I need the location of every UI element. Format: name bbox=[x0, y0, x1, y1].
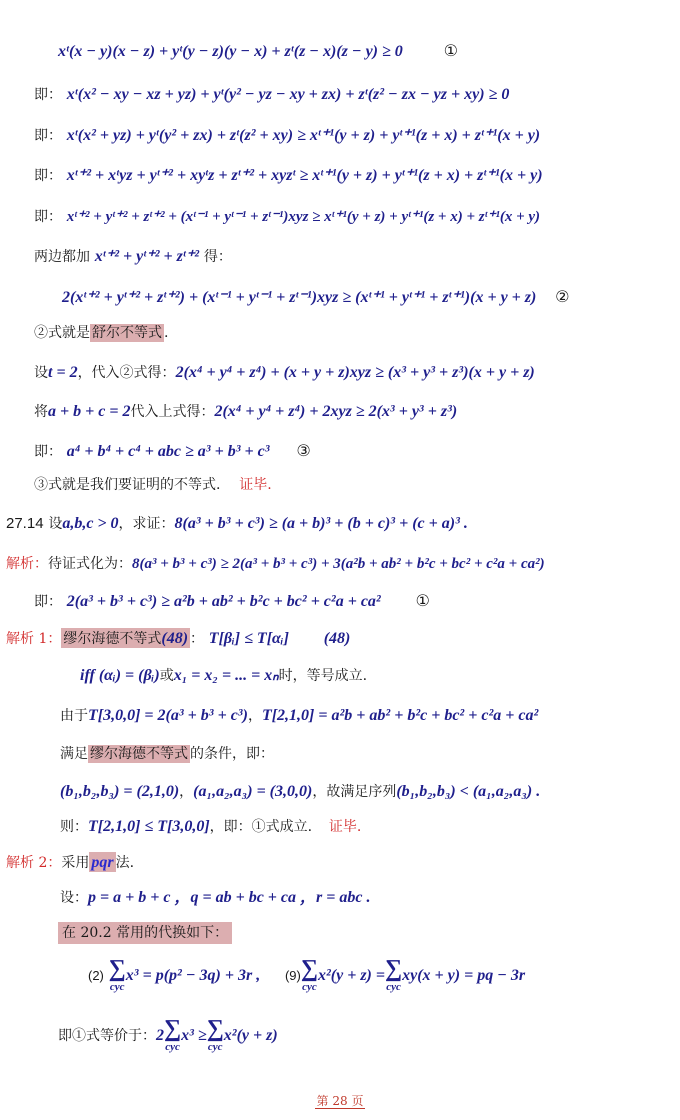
problem-number: 27.14 bbox=[6, 515, 44, 532]
math-expression: 2 bbox=[156, 1027, 164, 1044]
math-expression: xᵗ⁺² + yᵗ⁺² + zᵗ⁺² bbox=[94, 248, 200, 265]
math-expression: (a₁,a₂,a₃) = (3,0,0) bbox=[193, 783, 313, 800]
math-expression: xᵗ⁺² + xᵗyz + yᵗ⁺² + xyᵗz + zᵗ⁺² + xyzᵗ ≥ xᵗ⁺¹(y + z) + yᵗ⁺¹(z + x) + zᵗ⁺¹(x + y) bbox=[66, 167, 543, 184]
colon: ： bbox=[190, 631, 205, 647]
reference-number: (48) bbox=[161, 630, 189, 647]
prefix-label: 即①式等价于： bbox=[58, 1028, 156, 1044]
substitute-t-line bbox=[34, 361, 535, 384]
math-expression: xᵗ(x² + yz) + yᵗ(y² + zx) + zᵗ(z² + xy) ≥ xᵗ⁺¹(y + z) + yᵗ⁺¹(z + x) + zᵗ⁺¹(x + y) bbox=[66, 127, 541, 144]
math-expression: t = 2 bbox=[48, 364, 78, 381]
mid-label: ，故满足序列 bbox=[312, 784, 397, 800]
highlighted-term: pqr bbox=[91, 854, 114, 871]
highlighted-term: 缪尔海德不等式 bbox=[90, 746, 188, 762]
prefix-label: 即： bbox=[34, 594, 62, 610]
or-label: 或 bbox=[159, 668, 174, 684]
inequality-line-4 bbox=[34, 164, 543, 187]
analysis1-header bbox=[6, 627, 350, 650]
math-expression: T[βᵢ] ≤ T[αᵢ] bbox=[208, 630, 289, 647]
formula-label: (2) bbox=[88, 968, 104, 983]
math-expression: p = a + b + c ，q = ab + bc + ca ，r = abc . bbox=[88, 889, 371, 906]
math-expression: x₁ = x₂ = ... = xₙ bbox=[173, 667, 279, 684]
equivalence-line bbox=[58, 1018, 278, 1054]
iff-line bbox=[80, 664, 367, 687]
prefix-label: 即： bbox=[34, 168, 62, 184]
sum-subscript: cyc bbox=[386, 981, 401, 993]
prefix-label: 则： bbox=[60, 819, 88, 835]
conclusion-line bbox=[34, 473, 272, 496]
math-expression: iff (αᵢ) = (βᵢ) bbox=[80, 667, 160, 684]
math-expression: x²(y + z) bbox=[223, 1027, 278, 1044]
sum-icon: ∑ bbox=[300, 956, 318, 982]
analysis2-header bbox=[6, 851, 134, 874]
inequality-line-5 bbox=[34, 205, 540, 228]
suffix-label: 法. bbox=[115, 855, 135, 871]
result-line bbox=[34, 440, 311, 463]
schur-inequality-line bbox=[62, 286, 569, 309]
highlighted-term: 缪尔海德不等式 bbox=[63, 631, 162, 647]
prefix-label: 设 bbox=[48, 516, 63, 532]
math-expression: 2(a³ + b³ + c³) ≥ a²b + ab² + b²c + bc² + c²a + ca² bbox=[66, 593, 381, 610]
page-footer bbox=[0, 1092, 680, 1109]
math-expression: (b₁,b₂,b₃) < (a₁,a₂,a₃) . bbox=[396, 783, 541, 800]
highlighted-term: 在 20.2 常用的代换如下： bbox=[58, 922, 232, 944]
reference-number: (48) bbox=[323, 630, 351, 647]
math-expression: x³ = p(p² − 3q) + 3r , bbox=[125, 967, 261, 984]
math-expression: 2(xᵗ⁺² + yᵗ⁺² + zᵗ⁺²) + (xᵗ⁻¹ + yᵗ⁻¹ + zᵗ⁻¹)xyz ≥ (xᵗ⁺¹ + yᵗ⁺¹ + zᵗ⁺¹)(x + y + z) bbox=[62, 289, 537, 306]
suffix-label: 时，等号成立. bbox=[278, 668, 368, 684]
sum-subscript: cyc bbox=[109, 981, 125, 993]
analysis-label: 解析 1： bbox=[6, 631, 62, 647]
prefix-label: 将 bbox=[34, 404, 48, 420]
math-expression: xy(x + y) = pq − 3r bbox=[402, 967, 526, 984]
math-expression: 8(a³ + b³ + c³) ≥ 2(a³ + b³ + c³) + 3(a²b + ab² + b²c + bc² + c²a + ca²) bbox=[132, 556, 545, 572]
prefix-label: 满足 bbox=[60, 746, 88, 762]
analysis-reduced-line bbox=[34, 590, 430, 613]
math-expression: T[2,1,0] = a²b + ab² + b²c + bc² + c²a + ca² bbox=[261, 707, 539, 724]
problem-statement bbox=[6, 512, 468, 535]
equation-marker: ② bbox=[555, 287, 570, 306]
sum-subscript: cyc bbox=[165, 1041, 180, 1053]
math-expression: xᵗ(x − y)(x − z) + yᵗ(y − z)(y − x) + zᵗ(z − x)(z − y) ≥ 0 bbox=[58, 43, 403, 60]
since-line bbox=[60, 704, 538, 727]
prefix-label: 即： bbox=[34, 128, 62, 144]
prefix-label: 待证式化为： bbox=[48, 556, 132, 572]
sum-icon: ∑ bbox=[108, 956, 126, 982]
math-expression: xᵗ(x² − xy − xz + yz) + yᵗ(y² − yz − xy + zx) + zᵗ(z² − zx − yz + xy) ≥ 0 bbox=[66, 86, 510, 103]
inequality-line-1 bbox=[58, 40, 458, 63]
inequality-line-2 bbox=[34, 83, 509, 106]
prefix-label: ②式就是 bbox=[34, 325, 90, 341]
condition-line bbox=[60, 742, 274, 765]
suffix-label: 的条件，即： bbox=[190, 746, 274, 762]
prefix-label: 采用 bbox=[61, 855, 90, 871]
math-expression: x³ ≥ bbox=[181, 1027, 207, 1044]
sum-icon: ∑ bbox=[164, 1016, 182, 1042]
sum-icon: ∑ bbox=[384, 956, 403, 982]
prefix-label: 即： bbox=[34, 444, 62, 460]
prefix-label: 即： bbox=[34, 87, 62, 103]
analysis-line bbox=[6, 552, 545, 575]
schur-note-line bbox=[34, 321, 168, 344]
inequality-line-3 bbox=[34, 124, 540, 147]
math-expression: a + b + c = 2 bbox=[48, 403, 131, 420]
prefix-label: ③式就是我们要证明的不等式. bbox=[34, 477, 221, 493]
math-expression: (b₁,b₂,b₃) = (2,1,0) bbox=[60, 783, 180, 800]
equation-marker: ① bbox=[415, 591, 430, 610]
equation-marker: ③ bbox=[296, 441, 311, 460]
qed-label: 证毕. bbox=[239, 477, 272, 493]
prefix-label: 设： bbox=[60, 890, 88, 906]
substitute-abc-line bbox=[34, 400, 457, 423]
math-expression: T[3,0,0] = 2(a³ + b³ + c³) bbox=[88, 707, 248, 724]
math-expression: xᵗ⁺² + yᵗ⁺² + zᵗ⁺² + (xᵗ⁻¹ + yᵗ⁻¹ + zᵗ⁻¹)xyz ≥ xᵗ⁺¹(y + z) + yᵗ⁺¹(z + x) + zᵗ⁺¹(x + y) bbox=[66, 209, 541, 225]
mid-label: ，代入②式得： bbox=[77, 365, 176, 381]
substitution-header bbox=[58, 921, 232, 944]
suffix-label: . bbox=[164, 325, 169, 341]
mid-label: ，求证： bbox=[118, 516, 175, 532]
sum-subscript: cyc bbox=[207, 1041, 223, 1053]
formula-label: (9) bbox=[284, 968, 301, 983]
math-expression: 2(x⁴ + y⁴ + z⁴) + 2xyz ≥ 2(x³ + y³ + z³) bbox=[214, 403, 458, 420]
separator: ， bbox=[179, 784, 194, 800]
add-both-sides-line bbox=[34, 245, 232, 268]
highlighted-term: 舒尔不等式 bbox=[92, 325, 162, 341]
suffix-label: ，即：①式成立. bbox=[209, 819, 313, 835]
math-expression: a⁴ + b⁴ + c⁴ + abc ≥ a³ + b³ + c³ bbox=[66, 443, 270, 460]
prefix-label: 即： bbox=[34, 209, 62, 225]
equation-marker: ① bbox=[443, 41, 458, 60]
analysis-label: 解析： bbox=[6, 556, 48, 572]
formula-line bbox=[88, 958, 525, 994]
analysis-label: 解析 2： bbox=[6, 855, 62, 871]
suffix-label: 得： bbox=[203, 249, 232, 265]
math-expression: a,b,c > 0 bbox=[62, 515, 119, 532]
math-expression: 2(x⁴ + y⁴ + z⁴) + (x + y + z)xyz ≥ (x³ + y³ + z³)(x + y + z) bbox=[175, 364, 535, 381]
sum-subscript: cyc bbox=[302, 981, 317, 993]
sequence-line bbox=[60, 780, 540, 803]
math-expression: T[2,1,0] ≤ T[3,0,0] bbox=[88, 818, 210, 835]
sum-icon: ∑ bbox=[206, 1016, 224, 1042]
mid-label: 代入上式得： bbox=[130, 404, 215, 420]
math-expression: 8(a³ + b³ + c³) ≥ (a + b)³ + (b + c)³ + (c + a)³ . bbox=[174, 515, 468, 532]
prefix-label: 两边都加 bbox=[34, 249, 90, 265]
then-line bbox=[60, 815, 361, 838]
prefix-label: 设 bbox=[34, 365, 48, 381]
page-number: 第 28 页 bbox=[316, 1094, 364, 1108]
qed-label: 证毕. bbox=[328, 819, 362, 835]
let-line bbox=[60, 886, 370, 909]
separator: ， bbox=[247, 708, 262, 724]
prefix-label: 由于 bbox=[60, 708, 88, 724]
math-expression: x²(y + z) = bbox=[317, 967, 385, 984]
